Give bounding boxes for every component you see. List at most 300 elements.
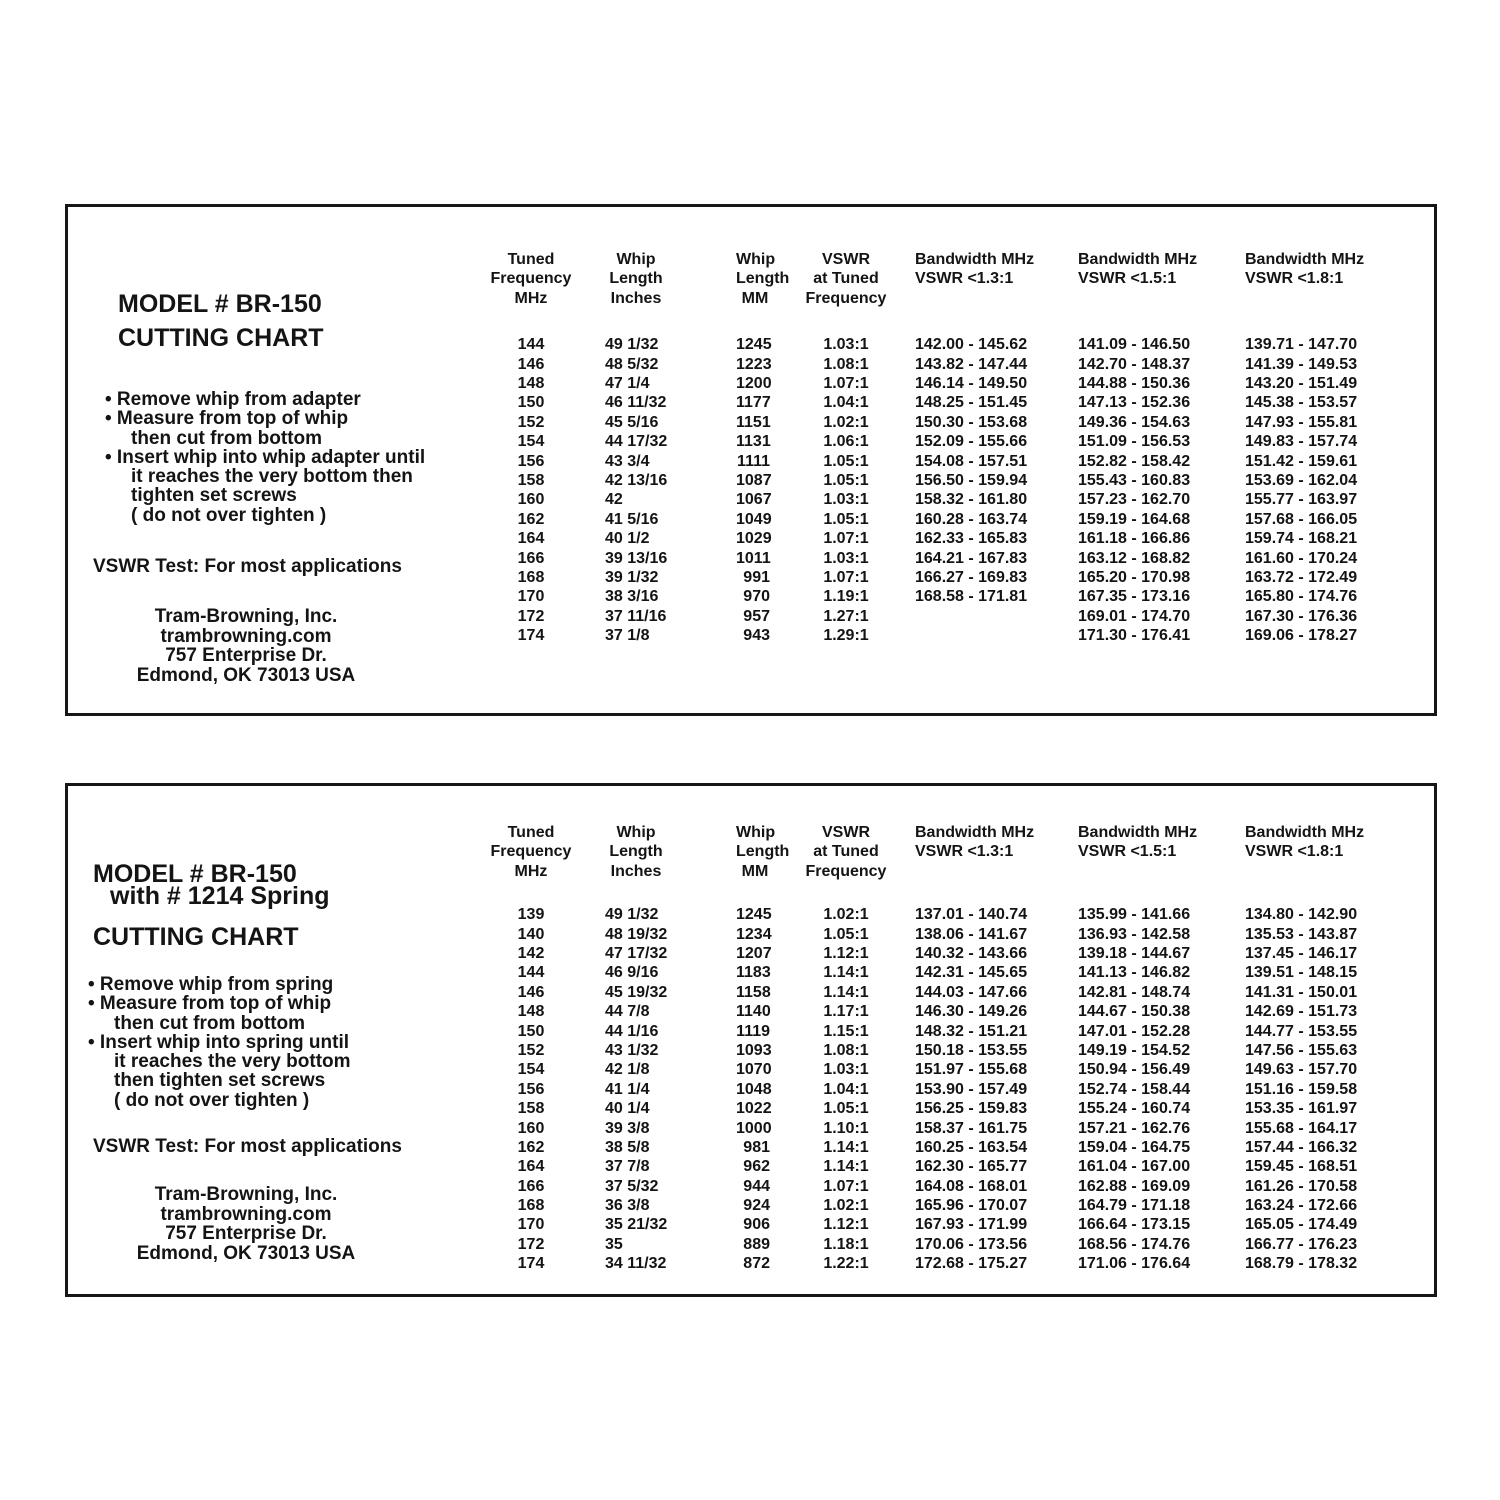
table-row	[468, 905, 1434, 924]
table-cell: 144	[517, 964, 545, 982]
table-cell: 1.08:1	[823, 355, 869, 373]
table-cell: 150	[517, 1022, 545, 1040]
text-line: Length	[609, 843, 663, 861]
text-line: at Tuned	[813, 270, 879, 288]
text-line: MM	[741, 289, 769, 307]
table-cell: 42 1/8	[605, 1061, 650, 1079]
table-cell: 38 3/16	[605, 588, 659, 606]
table-cell: 155.77 - 163.97	[1245, 491, 1358, 509]
table-row	[468, 925, 1434, 944]
table-cell: 44 17/32	[605, 433, 668, 451]
table-cell: 1.04:1	[823, 394, 869, 412]
table-cell: 171.30 - 176.41	[1078, 627, 1191, 645]
instruction-continuation: ( do not over tighten )	[131, 504, 327, 526]
table-cell: 37 7/8	[605, 1158, 650, 1176]
table-cell: 144.77 - 153.55	[1245, 1022, 1358, 1040]
table-cell: 1.10:1	[823, 1119, 869, 1137]
table-cell: 44 1/16	[605, 1022, 659, 1040]
table-cell: 155.68 - 164.17	[1245, 1119, 1358, 1137]
text-line: Length	[609, 270, 663, 288]
table-cell: 42	[605, 491, 623, 509]
text-line: Whip	[616, 251, 656, 268]
table-cell: 1.03:1	[823, 491, 869, 509]
table-cell: 162	[517, 510, 545, 528]
table-cell: 872	[743, 1255, 770, 1273]
table-cell: 37 1/8	[605, 627, 650, 645]
table-cell: 44 7/8	[605, 1003, 650, 1021]
text-line: Frequency	[805, 289, 887, 307]
table-cell: 45 19/32	[605, 983, 668, 1001]
text-line: MHz	[514, 289, 548, 307]
header-bandwidth-1-8	[1238, 823, 1434, 881]
cutting-chart-br150-spring	[65, 783, 1437, 1297]
table-cell: 166	[517, 1177, 545, 1195]
text-line: VSWR <1.8:1	[1245, 270, 1344, 288]
table-cell: 1.12:1	[823, 1216, 869, 1234]
table-cell: 142.69 - 151.73	[1245, 1003, 1358, 1021]
table-cell: 1234	[736, 925, 772, 943]
header-bandwidth-1-3	[908, 250, 1071, 308]
text-line: Inches	[610, 862, 662, 880]
table-row	[468, 393, 1434, 412]
table-cell: 46 11/32	[605, 394, 667, 412]
table-cell: 135.99 - 141.66	[1078, 906, 1191, 924]
table-cell: 1.02:1	[823, 413, 869, 431]
table-cell: 39 13/16	[605, 549, 668, 567]
instruction-continuation: then cut from bottom	[114, 1012, 306, 1034]
table-cell: 136.93 - 142.58	[1078, 925, 1191, 943]
table-cell: 160	[517, 1119, 545, 1137]
table-cell: 165.80 - 174.76	[1245, 588, 1358, 606]
table-cell: 1067	[736, 491, 772, 509]
table-cell: 166.77 - 176.23	[1245, 1235, 1358, 1253]
header-whip-length-mm	[736, 250, 790, 308]
instruction-continuation: it reaches the very bottom then	[131, 466, 413, 488]
table-cell: 147.01 - 152.28	[1078, 1022, 1191, 1040]
table-cell: 1223	[736, 355, 772, 373]
instruction-continuation: ( do not over tighten )	[114, 1089, 310, 1111]
text-line: Whip	[736, 824, 776, 841]
table-cell: 148.32 - 151.21	[915, 1022, 1028, 1040]
table-cell: 143.82 - 147.44	[915, 355, 1028, 373]
table-row	[468, 626, 1434, 645]
table-cell: 168.79 - 178.32	[1245, 1255, 1358, 1273]
table-cell: 167.93 - 171.99	[915, 1216, 1028, 1234]
table-cell: 148	[517, 375, 545, 392]
table-cell: 152.82 - 158.42	[1078, 452, 1191, 470]
table-cell: 169.06 - 178.27	[1245, 627, 1358, 645]
table-cell: 35	[605, 1235, 623, 1253]
table-cell: 174	[517, 1255, 545, 1273]
table-cell: 158.32 - 161.80	[915, 491, 1028, 509]
text-line: Bandwidth MHz	[915, 251, 1035, 268]
table-row	[468, 1080, 1434, 1099]
table-cell: 162.33 - 165.83	[915, 530, 1028, 548]
table-cell: 1177	[736, 394, 771, 412]
table-cell: 155.24 - 160.74	[1078, 1100, 1191, 1118]
table-cell: 39 3/8	[605, 1119, 650, 1137]
table-row	[468, 607, 1434, 626]
text-line: VSWR <1.5:1	[1078, 270, 1177, 288]
table-cell: 159.19 - 164.68	[1078, 510, 1191, 528]
table-cell: 161.26 - 170.58	[1245, 1177, 1358, 1195]
table-cell: 40 1/4	[605, 1100, 650, 1118]
table-cell: 924	[743, 1197, 770, 1215]
table-cell: 148.25 - 151.45	[915, 394, 1028, 412]
table-cell: 1.14:1	[823, 964, 869, 982]
table-cell: 164.08 - 168.01	[915, 1177, 1028, 1195]
table-row	[468, 1138, 1434, 1157]
header-vswr-at-tuned	[784, 250, 908, 308]
table-cell: 151.09 - 156.53	[1078, 433, 1191, 451]
model-variant: with # 1214 Spring	[110, 882, 330, 910]
table-cell: 164.79 - 171.18	[1078, 1197, 1191, 1215]
instruction-bullet: • Remove whip from spring	[88, 974, 334, 995]
table-cell: 41 1/4	[605, 1080, 650, 1098]
table-cell: 1087	[736, 471, 772, 489]
table-cell: 43 1/32	[605, 1041, 659, 1059]
table-row	[468, 1041, 1434, 1060]
table-cell: 42 13/16	[605, 471, 668, 489]
table-cell: 159.45 - 168.51	[1245, 1158, 1358, 1176]
table-row	[468, 471, 1434, 490]
text-line: Bandwidth MHz	[915, 824, 1035, 841]
text-line: trambrowning.com	[160, 1203, 332, 1225]
table-cell: 147.93 - 155.81	[1245, 413, 1358, 431]
text-line: Tuned	[507, 251, 555, 268]
text-line: Frequency	[490, 843, 572, 861]
text-line: VSWR	[822, 824, 870, 841]
table-cell: 1.03:1	[823, 1061, 869, 1079]
table-cell: 172	[517, 1235, 545, 1253]
table-cell: 47 1/4	[605, 375, 650, 392]
table-cell: 1011	[736, 549, 771, 567]
table-cell: 1.05:1	[823, 471, 869, 489]
table-cell: 1131	[736, 433, 771, 451]
table-row	[468, 335, 1434, 354]
table-cell: 1245	[736, 336, 772, 354]
table-cell: 151.16 - 159.58	[1245, 1080, 1358, 1098]
instruction-continuation: tighten set screws	[131, 485, 297, 507]
table-cell: 162	[517, 1138, 545, 1156]
table-cell: 169.01 - 174.70	[1078, 607, 1191, 625]
instruction-bullet: • Remove whip from adapter	[105, 389, 361, 410]
table-cell: 157.68 - 166.05	[1245, 510, 1358, 528]
table-cell: 142.70 - 148.37	[1078, 355, 1191, 373]
table-cell: 168	[517, 1197, 545, 1215]
table-cell: 1.05:1	[823, 452, 869, 470]
table-cell: 1158	[736, 983, 771, 1001]
text-line: VSWR <1.3:1	[915, 270, 1014, 288]
table-cell: 141.09 - 146.50	[1078, 336, 1191, 354]
table-cell: 139.51 - 148.15	[1245, 964, 1358, 982]
table-cell	[908, 607, 1071, 626]
cutting-chart-br150	[65, 204, 1437, 716]
table-row	[468, 432, 1434, 451]
table-row	[468, 452, 1434, 471]
table-cell: 1.18:1	[823, 1235, 869, 1253]
table-cell: 140.32 - 143.66	[915, 945, 1028, 962]
table-cell: 141.31 - 150.01	[1245, 983, 1358, 1001]
instruction-bullet: • Insert whip into spring until	[88, 1031, 350, 1053]
table-cell: 1.05:1	[823, 1100, 869, 1118]
text-line: Bandwidth MHz	[1245, 824, 1365, 841]
table-cell: 1.07:1	[823, 375, 869, 392]
table-cell: 162.88 - 169.09	[1078, 1177, 1191, 1195]
text-line: Inches	[610, 289, 662, 307]
vswr-note: VSWR Test: For most applications	[93, 1136, 402, 1158]
table-cell: 1.02:1	[823, 906, 869, 924]
table-row	[468, 529, 1434, 548]
table-cell: 1.19:1	[823, 588, 869, 606]
table-cell: 37 5/32	[605, 1177, 659, 1195]
table-cell: 156	[517, 1080, 545, 1098]
info-panel	[68, 786, 468, 1294]
text-line: trambrowning.com	[160, 625, 332, 647]
instructions-list	[88, 975, 468, 1110]
table-cell: 37 11/16	[605, 607, 667, 625]
table-row	[468, 1196, 1434, 1215]
table-row	[468, 1215, 1434, 1234]
table-header	[468, 823, 1434, 881]
vswr-note: VSWR Test: For most applications	[93, 556, 402, 578]
table-cell: 1.05:1	[823, 510, 869, 528]
table-cell: 1119	[736, 1022, 770, 1040]
table-row	[468, 1157, 1434, 1176]
table-cell: 168.56 - 174.76	[1078, 1235, 1191, 1253]
table-cell: 139.18 - 144.67	[1078, 945, 1191, 962]
company-address	[68, 607, 424, 685]
table-cell: 159.74 - 168.21	[1245, 530, 1358, 548]
table-cell: 164.21 - 167.83	[915, 549, 1028, 567]
table-cell: 147.56 - 155.63	[1245, 1041, 1358, 1059]
instruction-continuation: it reaches the very bottom	[114, 1051, 351, 1073]
table-row	[468, 963, 1434, 982]
table-cell: 1.08:1	[823, 1041, 869, 1059]
table-cell: 944	[743, 1177, 770, 1195]
table-cell: 1.22:1	[823, 1255, 869, 1273]
text-line: Frequency	[805, 862, 887, 880]
table-cell: 150.30 - 153.68	[915, 413, 1028, 431]
table-row	[468, 1099, 1434, 1118]
table-cell: 1029	[736, 530, 772, 548]
table-cell: 167.30 - 176.36	[1245, 607, 1358, 625]
table-cell: 161.04 - 167.00	[1078, 1158, 1191, 1176]
table-row	[468, 490, 1434, 509]
table-row	[468, 1060, 1434, 1079]
table-row	[468, 355, 1434, 374]
table-cell: 142.81 - 148.74	[1078, 983, 1191, 1001]
table-cell: 152	[517, 1041, 545, 1059]
table-row	[468, 1002, 1434, 1021]
cutting-table	[468, 786, 1434, 1294]
instruction-bullet: • Measure from top of whip	[88, 993, 332, 1015]
instruction-continuation: then tighten set screws	[114, 1070, 326, 1092]
instruction-bullet: • Measure from top of whip	[105, 408, 349, 430]
table-cell: 145.38 - 153.57	[1245, 394, 1358, 412]
table-cell: 141.39 - 149.53	[1245, 355, 1358, 373]
table-cell: 1070	[736, 1061, 772, 1079]
table-cell: 137.01 - 140.74	[915, 906, 1028, 924]
text-line: Edmond, OK 73013 USA	[136, 664, 356, 686]
text-line: Bandwidth MHz	[1245, 251, 1365, 268]
table-body	[468, 335, 1434, 645]
text-line: Tram-Browning, Inc.	[154, 606, 338, 628]
header-tuned-frequency	[468, 250, 594, 308]
instruction-continuation: then cut from bottom	[131, 427, 323, 449]
table-cell: 144	[517, 336, 545, 354]
table-cell: 164	[517, 530, 545, 548]
table-cell: 1049	[736, 510, 772, 528]
table-cell: 160.28 - 163.74	[915, 510, 1028, 528]
table-cell: 141.13 - 146.82	[1078, 964, 1191, 982]
text-line: at Tuned	[813, 843, 879, 861]
table-cell: 163.24 - 172.66	[1245, 1197, 1358, 1215]
table-cell: 171.06 - 176.64	[1078, 1255, 1191, 1273]
table-cell: 142	[517, 945, 545, 962]
text-line: Bandwidth MHz	[1078, 251, 1198, 268]
table-cell: 1.14:1	[823, 983, 869, 1001]
table-cell: 146	[517, 983, 545, 1001]
table-cell: 36 3/8	[605, 1197, 650, 1215]
table-cell: 150.94 - 156.49	[1078, 1061, 1191, 1079]
table-cell: 161.18 - 166.86	[1078, 530, 1191, 548]
text-line: 757 Enterprise Dr.	[165, 645, 327, 667]
table-cell: 142.00 - 145.62	[915, 336, 1028, 354]
table-cell: 1.17:1	[823, 1003, 869, 1021]
text-line: Tuned	[507, 824, 555, 841]
table-cell: 1200	[736, 375, 772, 392]
table-row	[468, 1022, 1434, 1041]
table-cell: 970	[743, 588, 770, 606]
table-cell: 45 5/16	[605, 413, 659, 431]
table-cell: 1140	[736, 1003, 771, 1021]
table-cell: 157.44 - 166.32	[1245, 1138, 1358, 1156]
table-cell: 161.60 - 170.24	[1245, 549, 1358, 567]
cutting-table	[468, 207, 1434, 713]
table-cell: 1.05:1	[823, 925, 869, 943]
table-cell: 160.25 - 163.54	[915, 1138, 1028, 1156]
table-header	[468, 250, 1434, 308]
chart-title: CUTTING CHART	[118, 324, 324, 352]
table-cell: 140	[517, 925, 545, 943]
company-address	[68, 1185, 424, 1263]
text-line: Frequency	[490, 270, 572, 288]
table-cell: 156	[517, 452, 545, 470]
table-cell: 981	[743, 1138, 770, 1156]
table-cell: 172	[517, 607, 545, 625]
header-vswr-at-tuned	[784, 823, 908, 881]
text-line: Edmond, OK 73013 USA	[136, 1242, 356, 1264]
text-line: Tram-Browning, Inc.	[154, 1184, 338, 1206]
table-cell: 48 19/32	[605, 925, 668, 943]
table-cell: 1.03:1	[823, 549, 869, 567]
table-cell: 43 3/4	[605, 452, 650, 470]
table-row	[468, 413, 1434, 432]
table-cell: 1.29:1	[823, 627, 869, 645]
table-cell: 146.14 - 149.50	[915, 375, 1028, 392]
table-cell: 153.35 - 161.97	[1245, 1100, 1358, 1118]
table-cell: 1207	[736, 945, 772, 962]
chart-title: CUTTING CHART	[93, 923, 299, 951]
table-cell: 146	[517, 355, 545, 373]
table-cell: 150.18 - 153.55	[915, 1041, 1028, 1059]
table-cell: 152.74 - 158.44	[1078, 1080, 1191, 1098]
table-cell: 168	[517, 568, 545, 586]
header-bandwidth-1-3	[908, 823, 1071, 881]
instructions-list	[105, 390, 468, 525]
table-cell: 39 1/32	[605, 568, 659, 586]
table-cell: 142.31 - 145.65	[915, 964, 1028, 982]
table-cell: 134.80 - 142.90	[1245, 906, 1358, 924]
table-cell: 168.58 - 171.81	[915, 588, 1028, 606]
table-cell: 35 21/32	[605, 1216, 668, 1234]
table-row	[468, 549, 1434, 568]
table-cell: 48 5/32	[605, 355, 659, 373]
table-cell: 1111	[737, 452, 770, 470]
table-cell: 144.03 - 147.66	[915, 983, 1028, 1001]
table-row	[468, 983, 1434, 1002]
table-cell: 991	[743, 568, 770, 586]
header-bandwidth-1-5	[1071, 250, 1238, 308]
table-cell: 158.37 - 161.75	[915, 1119, 1028, 1137]
info-panel	[68, 207, 468, 713]
table-body	[468, 905, 1434, 1273]
table-cell: 162.30 - 165.77	[915, 1158, 1028, 1176]
text-line: Length	[736, 843, 790, 861]
table-row	[468, 1119, 1434, 1138]
table-cell: 170	[517, 1216, 545, 1234]
table-cell: 1.14:1	[823, 1158, 869, 1176]
header-tuned-frequency	[468, 823, 594, 881]
table-cell: 957	[743, 607, 770, 625]
table-cell: 165.96 - 170.07	[915, 1197, 1028, 1215]
table-cell: 1151	[736, 413, 771, 431]
table-cell: 172.68 - 175.27	[915, 1255, 1028, 1273]
table-cell: 1.14:1	[823, 1138, 869, 1156]
text-line: VSWR <1.5:1	[1078, 843, 1177, 861]
table-row	[468, 374, 1434, 393]
table-cell: 163.12 - 168.82	[1078, 549, 1191, 567]
header-whip-length-mm	[736, 823, 790, 881]
table-cell: 149.19 - 154.52	[1078, 1041, 1191, 1059]
table-row	[468, 1254, 1434, 1273]
table-cell: 170.06 - 173.56	[915, 1235, 1028, 1253]
table-cell: 166	[517, 549, 545, 567]
table-cell: 167.35 - 173.16	[1078, 588, 1191, 606]
table-cell: 49 1/32	[605, 906, 659, 924]
table-cell: 157.23 - 162.70	[1078, 491, 1191, 509]
table-cell: 962	[743, 1158, 770, 1176]
table-cell: 154.08 - 157.51	[915, 452, 1028, 470]
text-line: MHz	[514, 862, 548, 880]
table-row	[468, 944, 1434, 963]
table-cell: 153.69 - 162.04	[1245, 471, 1358, 489]
table-cell: 150	[517, 394, 545, 412]
model-number: MODEL # BR-150	[93, 860, 297, 888]
header-whip-length-inches	[594, 823, 736, 881]
table-row	[468, 568, 1434, 587]
table-cell: 41 5/16	[605, 510, 659, 528]
table-cell: 146.30 - 149.26	[915, 1003, 1028, 1021]
table-cell: 1.07:1	[823, 568, 869, 586]
table-cell: 1.07:1	[823, 1177, 869, 1195]
header-bandwidth-1-5	[1071, 823, 1238, 881]
table-cell: 1.15:1	[823, 1022, 869, 1040]
text-line: VSWR <1.8:1	[1245, 843, 1344, 861]
table-cell: 158	[517, 1100, 545, 1118]
table-cell: 166.27 - 169.83	[915, 568, 1028, 586]
